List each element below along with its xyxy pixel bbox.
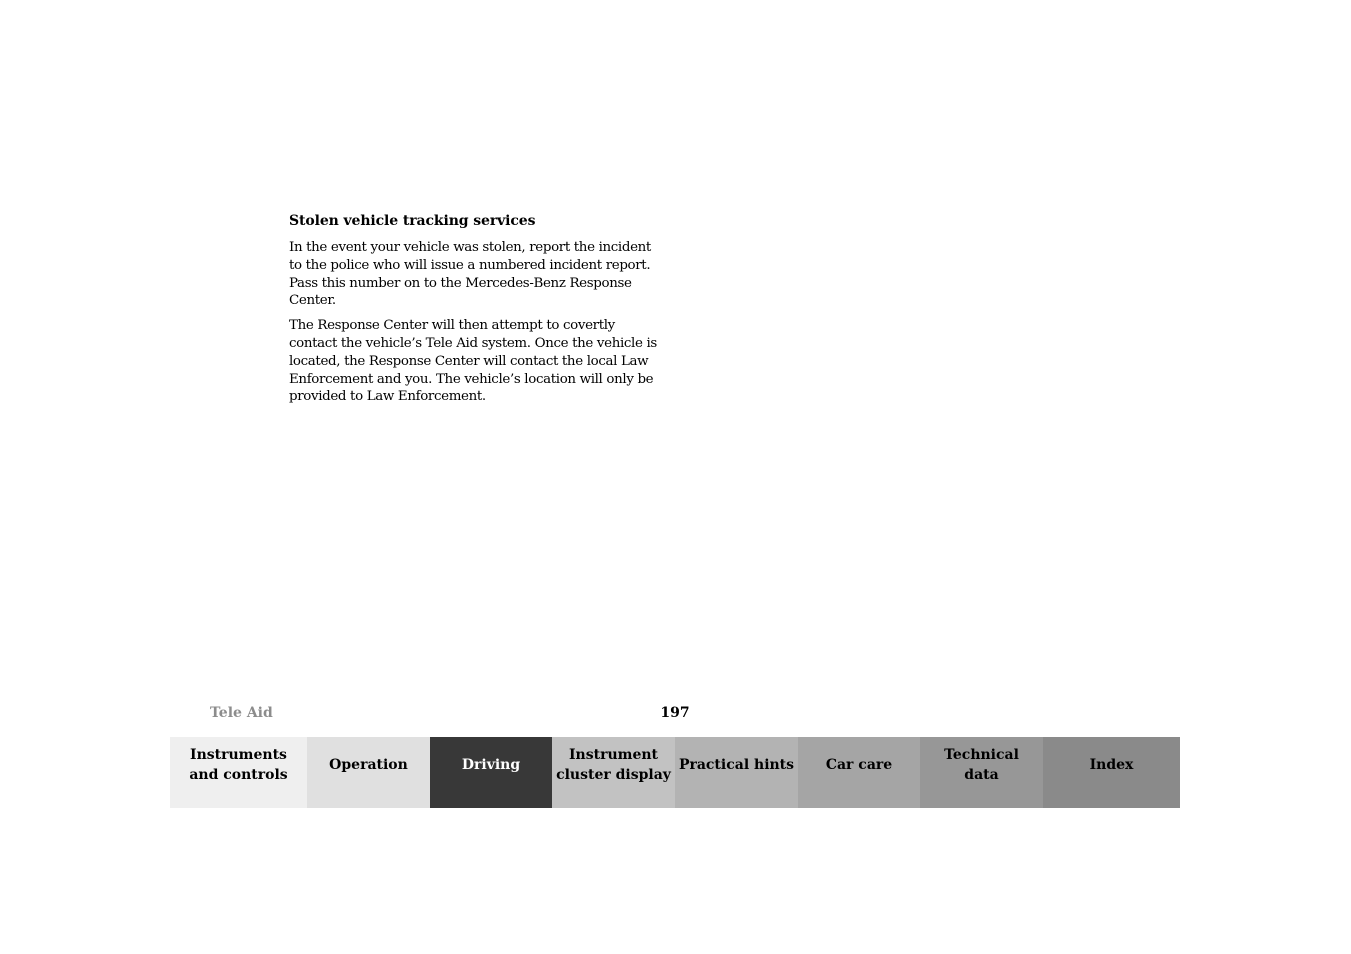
tab-index[interactable] xyxy=(1043,737,1180,808)
tab-car-care[interactable] xyxy=(798,737,920,808)
page-number: 197 xyxy=(660,705,690,721)
chapter-tab-bar xyxy=(170,737,1180,808)
paragraph-response-center: The Response Center will then attempt to covertly contact the vehicle’s Tele Aid system. Once the vehicle is located, the Response Center will contact the local Law Enforcement and you. The vehicle’s location will only be provided to Law Enforcement. xyxy=(289,318,657,405)
tab-operation[interactable] xyxy=(307,737,430,808)
tab-instruments-and-controls[interactable] xyxy=(170,737,307,808)
tab-label: Index xyxy=(1089,757,1134,773)
tab-practical-hints[interactable] xyxy=(675,737,798,808)
content-column xyxy=(289,212,661,413)
tab-label: Car care xyxy=(825,757,893,773)
footer-section-name: Tele Aid xyxy=(210,705,273,721)
tab-label: Technical data xyxy=(944,747,1019,783)
tab-technical-data[interactable] xyxy=(920,737,1043,808)
tab-label: Practical hints xyxy=(678,757,795,773)
tab-driving[interactable] xyxy=(430,737,552,808)
tab-instrument-cluster-display[interactable] xyxy=(552,737,675,808)
section-heading: Stolen vehicle tracking services xyxy=(289,213,536,229)
tab-label: Instruments and controls xyxy=(189,747,288,783)
tab-label: Operation xyxy=(329,757,408,773)
tab-label: Driving xyxy=(461,757,521,773)
tab-label: Instrument cluster display xyxy=(556,747,671,783)
paragraph-report-incident: In the event your vehicle was stolen, report the incident to the police who will issue a numbered incident report. Pass this number on to the Mercedes-Benz Response Center. xyxy=(289,240,651,309)
